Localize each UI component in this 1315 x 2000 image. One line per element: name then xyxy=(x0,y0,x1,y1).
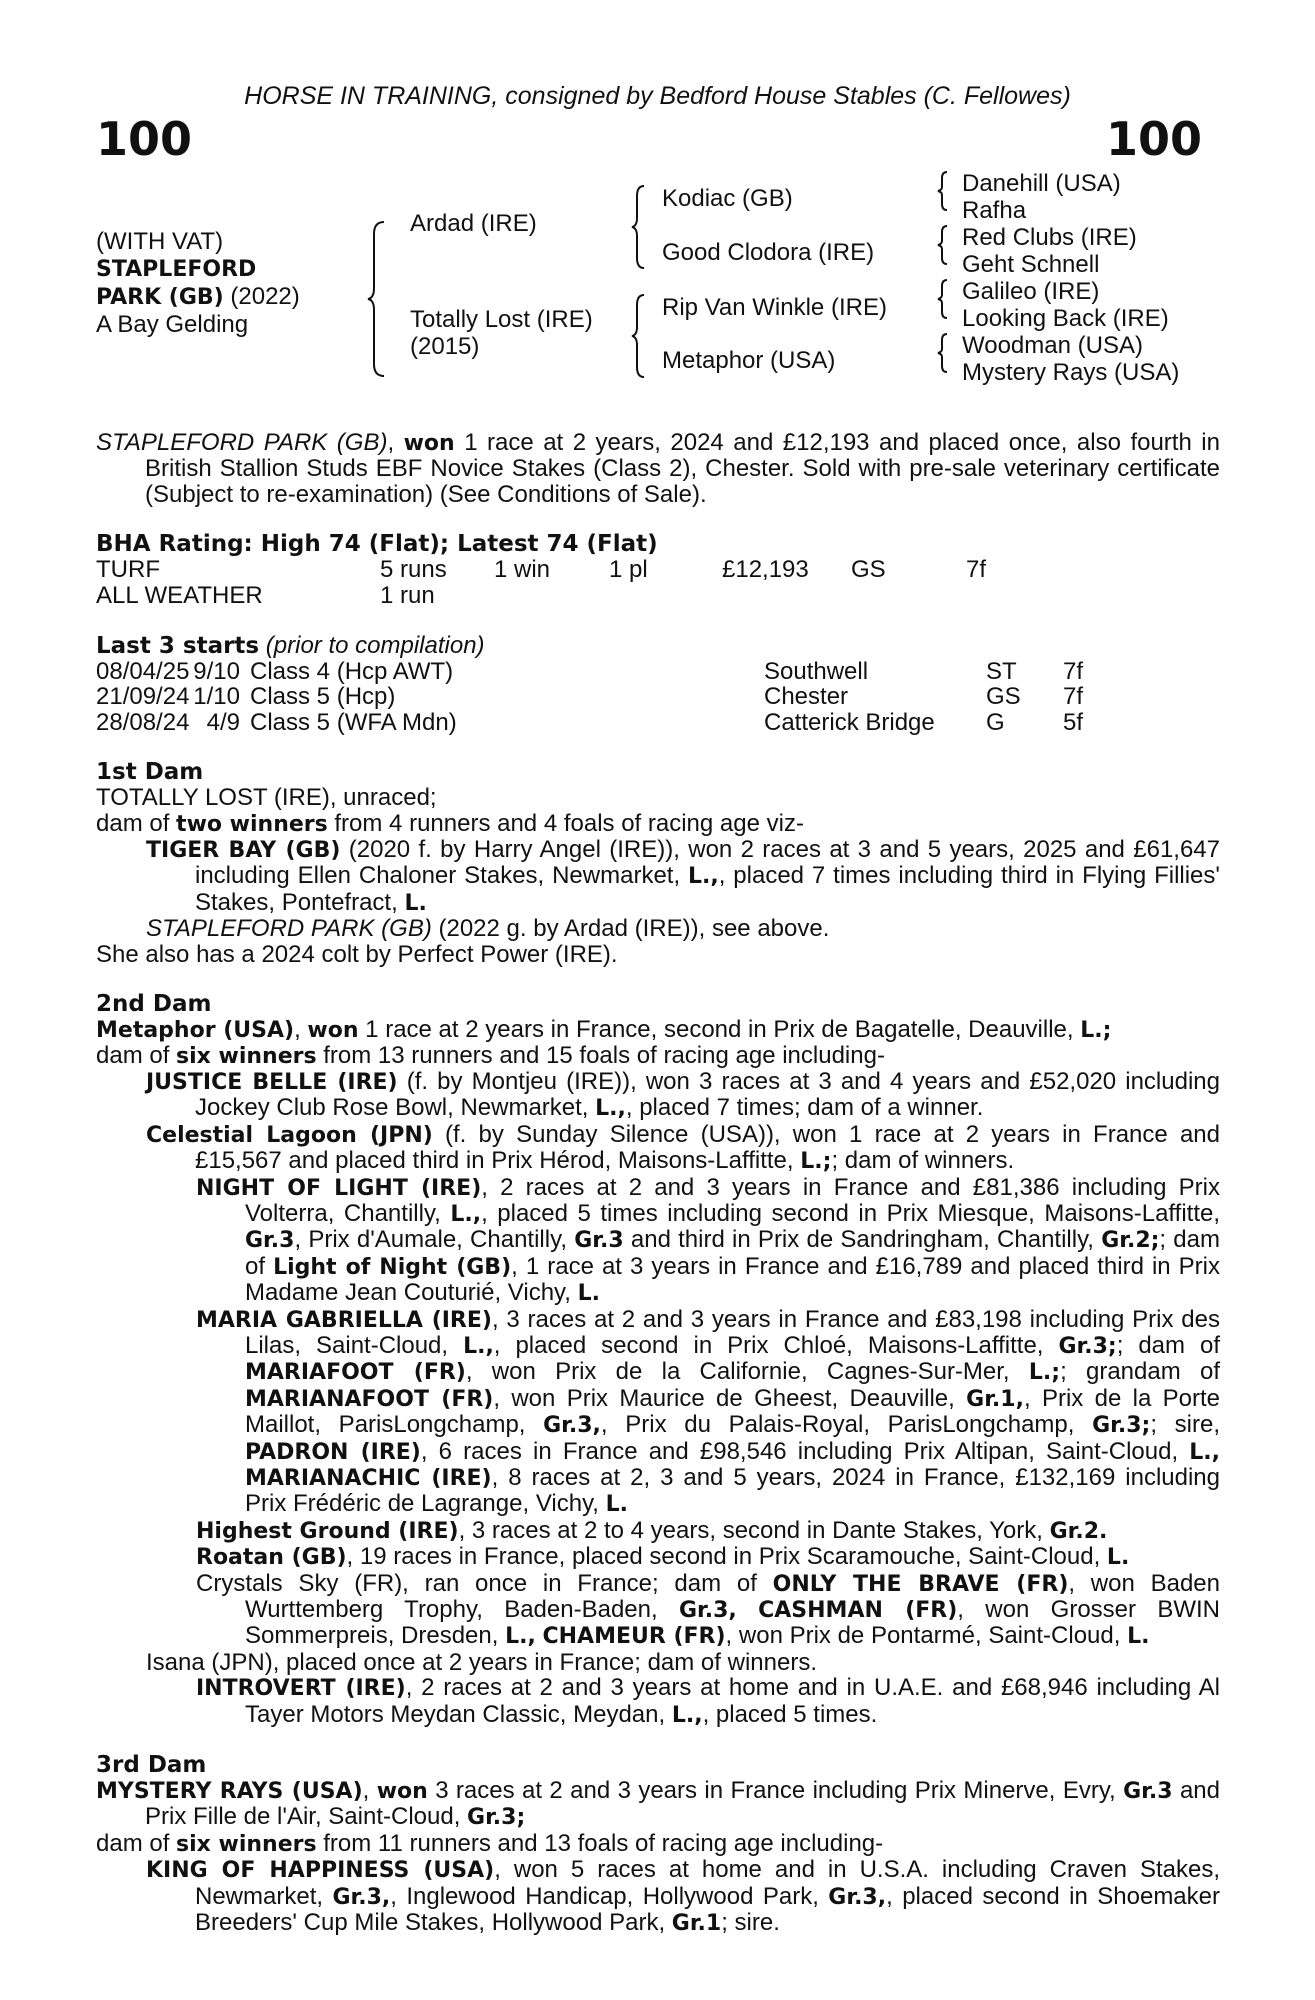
last3-heading: Last 3 starts xyxy=(96,633,260,660)
brace-gen1 xyxy=(366,220,388,378)
gen4-1: Danehill (USA) xyxy=(962,170,1121,197)
gen4-7: Woodman (USA) xyxy=(962,332,1143,359)
list-item: INTROVERT (IRE), 2 races at 2 and 3 years at home and in U.A.E. and £68,946 including Al Tayer Motors Meydan Classic, Meydan, L.,, placed 5 times. xyxy=(196,1674,1221,1728)
gen4-3: Red Clubs (IRE) xyxy=(962,224,1137,251)
second-dam-line: Metaphor (USA), won 1 race at 2 years in France, second in Prix de Bagatelle, Deauville, L.; xyxy=(96,1016,1112,1044)
table-row: ALL WEATHER 1 run xyxy=(96,581,435,609)
gen4-4: Geht Schnell xyxy=(962,251,1100,278)
list-item: NIGHT OF LIGHT (IRE), 2 races at 2 and 3 years in France and £81,386 including Prix Volterra, Chantilly, L.,, placed 5 times including second in Prix Miesque, Maisons-Laffitte, Gr.3, Prix d'Aumale, Chantilly, Gr.3 and third in Prix de Sandringham, Chantilly, Gr.2;; dam of Light of Night (GB), 1 race at 3 years in France and £16,789 and placed third in Prix Madame Jean Couturié, Vichy, L. xyxy=(196,1173,1221,1307)
table-row: 08/04/25 9/10 Class 4 (Hcp AWT) Southwell ST 7f xyxy=(96,658,1084,686)
gen4-5: Galileo (IRE) xyxy=(962,278,1100,305)
gen4-8: Mystery Rays (USA) xyxy=(962,359,1180,386)
horse-identity xyxy=(96,228,300,338)
list-item: Isana (JPN), placed once at 2 years in France; dam of winners. xyxy=(146,1648,817,1676)
lot-number-left: 100 xyxy=(96,112,193,166)
first-dam-section xyxy=(96,760,1220,967)
third-dam-section xyxy=(96,1753,1220,1936)
sire: Ardad (IRE) xyxy=(410,210,537,237)
consignment-header: HORSE IN TRAINING, consigned by Bedford House Stables (C. Fellowes) xyxy=(244,82,1071,110)
vat-note: (WITH VAT) xyxy=(96,228,224,255)
first-dam-also: She also has a 2024 colt by Perfect Power (IRE). xyxy=(96,940,618,968)
last3-section xyxy=(96,633,1220,735)
list-item: JUSTICE BELLE (IRE) (f. by Montjeu (IRE)), won 3 races at 3 and 4 years and £52,020 including Jockey Club Rose Bowl, Newmarket, L.,, placed 7 times; dam of a winner. xyxy=(146,1067,1220,1122)
second-dam-section xyxy=(96,992,1220,1728)
lot-number-right: 100 xyxy=(1105,112,1202,166)
dam: Totally Lost (IRE) xyxy=(410,306,593,333)
list-item: TIGER BAY (GB) (2020 f. by Harry Angel (IRE)), won 2 races at 3 and 5 years, 2025 and £61,647 including Ellen Chaloner Stakes, Newmarket, L.,, placed 7 times including third in Flying Fillies' Stakes, Pontefract, L. xyxy=(146,836,1221,916)
table-row: 21/09/24 1/10 Class 5 (Hcp) Chester GS 7f xyxy=(96,683,1084,711)
sire-dam: Good Clodora (IRE) xyxy=(662,239,875,266)
gen4-2: Rafha xyxy=(962,197,1027,224)
list-item: Roatan (GB), 19 races in France, placed second in Prix Scaramouche, Saint-Cloud, L. xyxy=(196,1543,1130,1571)
first-dam-line: TOTALLY LOST (IRE), unraced; xyxy=(96,784,437,812)
brace-gen4 xyxy=(936,170,950,386)
horse-year: (2022) xyxy=(230,283,300,310)
first-dam-summary: dam of two winners from 4 runners and 4 foals of racing age viz- xyxy=(96,809,804,837)
third-dam-heading: 3rd Dam xyxy=(96,1752,207,1779)
last3-table xyxy=(96,659,1083,735)
sire-sire: Kodiac (GB) xyxy=(662,185,793,212)
intro-paragraph: STAPLEFORD PARK (GB), won 1 race at 2 years, 2024 and £12,193 and placed once, also fourth in British Stallion Studs EBF Novice Stakes (Class 2), Chester. Sold with pre-sale veterinary certificate (Subject to re-examination) (See Conditions of Sale). xyxy=(96,429,1220,508)
gen4-6: Looking Back (IRE) xyxy=(962,305,1169,332)
dam-sire: Rip Van Winkle (IRE) xyxy=(662,294,887,321)
third-dam-summary: dam of six winners from 11 runners and 13 foals of racing age including- xyxy=(96,1829,884,1857)
horse-name: STAPLEFORD xyxy=(96,257,257,282)
list-item: MARIA GABRIELLA (IRE), 3 races at 2 and 3 years in France and £83,198 including Prix des Lilas, Saint-Cloud, L.,, placed second in Prix Chloé, Maisons-Laffitte, Gr.3;; dam of MARIAFOOT (FR), won Prix de la Californie, Cagnes-Sur-Mer, L.;; grandam of MARIANAFOOT (FR), won Prix Maurice de Gheest, Deauville, Gr.1,, Prix de la Porte Maillot, ParisLongchamp, Gr.3,, Prix du Palais-Royal, ParisLongchamp, Gr.3;; sire, PADRON (IRE), 6 races in France and £98,546 including Prix Altipan, Saint-Cloud, L., MARIANACHIC (IRE), 8 races at 2, 3 and 5 years, 2024 in France, £132,169 including Prix Frédéric de Lagrange, Vichy, L. xyxy=(196,1305,1221,1518)
horse-description: A Bay Gelding xyxy=(96,311,249,338)
third-dam-line: MYSTERY RAYS (USA), won 3 races at 2 and 3 years in France including Prix Minerve, Evry, Gr.3 and Prix Fille de l'Air, Saint-Cloud, Gr.3; xyxy=(96,1777,1220,1831)
brace-dam xyxy=(630,293,648,379)
list-item: Crystals Sky (FR), ran once in France; dam of ONLY THE BRAVE (FR), won Baden Wurttemberg Trophy, Baden-Baden, Gr.3, CASHMAN (FR), won Grosser BWIN Sommerpreis, Dresden, L., CHAMEUR (FR), won Prix de Pontarmé, Saint-Cloud, L. xyxy=(196,1569,1220,1650)
list-item: Highest Ground (IRE), 3 races at 2 to 4 years, second in Dante Stakes, York, Gr.2. xyxy=(196,1516,1108,1544)
horse-name-line2: PARK (GB) xyxy=(96,285,224,310)
table-row: TURF 5 runs 1 win 1 pl £12,193 GS 7f xyxy=(96,556,987,584)
bha-table xyxy=(96,557,986,608)
first-dam-heading: 1st Dam xyxy=(96,759,204,786)
dam-dam: Metaphor (USA) xyxy=(662,347,836,374)
table-row: 28/08/24 4/9 Class 5 (WFA Mdn) Catterick Bridge G 5f xyxy=(96,708,1084,736)
dam-block xyxy=(410,306,593,360)
catalogue-body xyxy=(96,430,1220,1937)
list-item: KING OF HAPPINESS (USA), won 5 races at home and in U.S.A. including Craven Stakes, Newmarket, Gr.3,, Inglewood Handicap, Hollywood Park, Gr.3,, placed second in Shoemaker Breeders' Cup Mile Stakes, Hollywood Park, Gr.1; sire. xyxy=(146,1856,1220,1937)
list-item: STAPLEFORD PARK (GB) (2022 g. by Ardad (IRE)), see above. xyxy=(146,915,830,943)
second-dam-summary: dam of six winners from 13 runners and 15 foals of racing age including- xyxy=(96,1041,885,1069)
last3-note: (prior to compilation) xyxy=(265,632,485,660)
dam-year: (2015) xyxy=(410,333,480,360)
gen4-list xyxy=(962,170,1179,386)
second-dam-heading: 2nd Dam xyxy=(96,991,212,1018)
bha-section xyxy=(96,532,1220,608)
list-item: Celestial Lagoon (JPN) (f. by Sunday Silence (USA)), won 1 race at 2 years in France and £15,567 and placed third in Prix Hérod, Maisons-Laffitte, L.;; dam of winners. xyxy=(146,1120,1220,1175)
bha-heading: BHA Rating: High 74 (Flat); Latest 74 (Flat) xyxy=(96,531,658,558)
brace-sire xyxy=(630,184,648,270)
